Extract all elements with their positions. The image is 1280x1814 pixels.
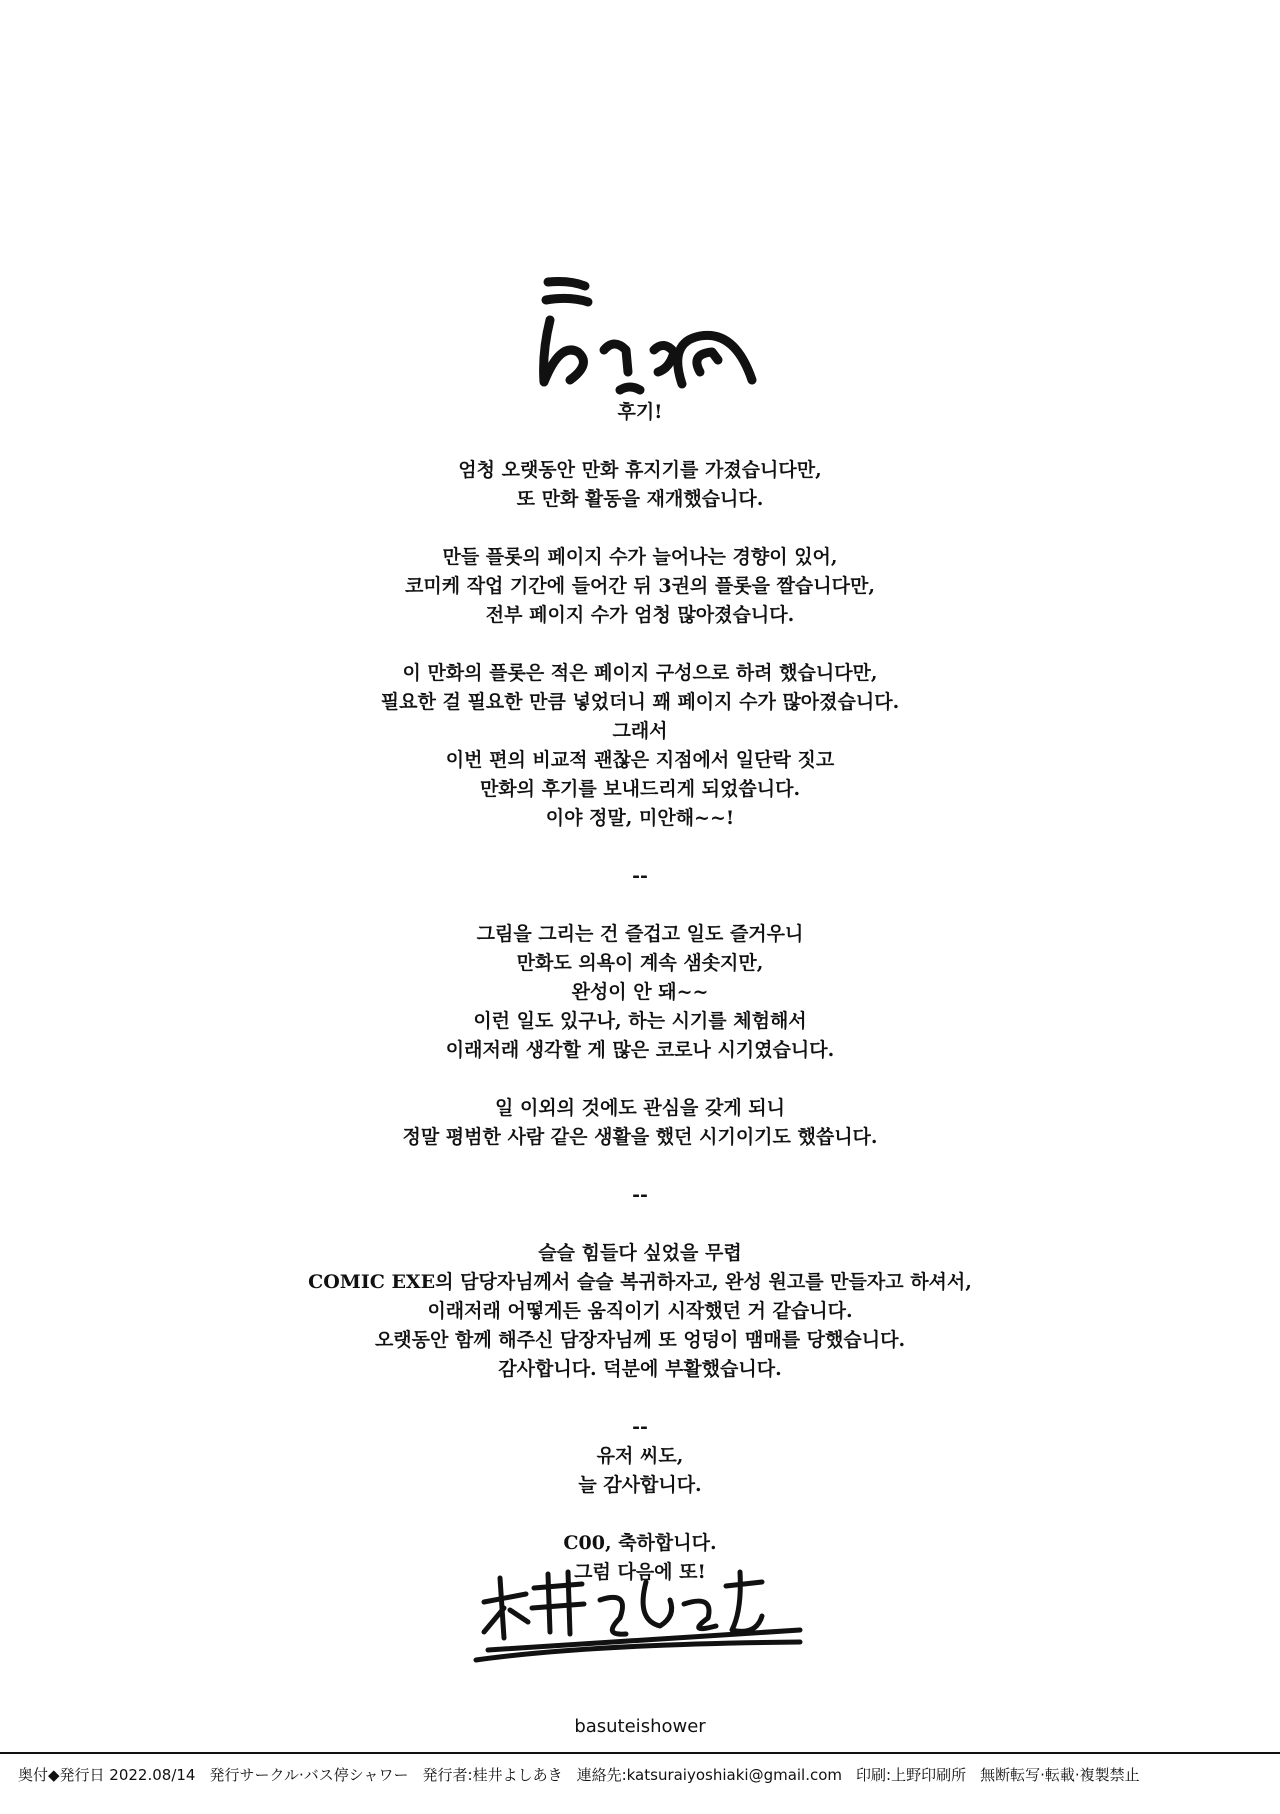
colophon-circle: 発行サークル·バス停シャワー — [209, 1766, 409, 1784]
afterword-line: 정말 평범한 사람 같은 생활을 했던 시기이기도 했씁니다. — [402, 1126, 878, 1148]
afterword-line: 만화의 후기를 보내드리게 되었씁니다. — [479, 778, 801, 800]
colophon-printer: 印刷:上野印刷所 — [856, 1766, 967, 1784]
afterword-line: 그럼 다음에 또! — [574, 1561, 706, 1583]
afterword-line: 만들 플롯의 페이지 수가 늘어나는 경향이 있어, — [442, 546, 838, 568]
afterword-line: C00, 축하합니다. — [563, 1532, 717, 1554]
afterword-line — [0, 514, 1280, 543]
colophon-notice: 無断転写·転載·複製禁止 — [980, 1766, 1140, 1784]
afterword-line: -- — [632, 1184, 648, 1206]
cat-logo-icon — [530, 272, 760, 402]
afterword-line: 후기! — [617, 401, 663, 423]
colophon-divider — [0, 1752, 1280, 1754]
afterword-line: -- — [632, 1416, 648, 1438]
afterword-line — [0, 891, 1280, 920]
afterword-line: COMIC EXE의 담당자님께서 슬슬 복귀하자고, 완성 원고를 만들자고 하셔서, — [308, 1271, 972, 1293]
afterword-line: 이번 편의 비교적 괜찮은 지점에서 일단락 짓고 — [445, 749, 835, 771]
colophon-date: 奥付◆発行日 2022.08/14 — [18, 1766, 196, 1784]
afterword-line: 이 만화의 플롯은 적은 페이지 구성으로 하려 했습니다만, — [402, 662, 878, 684]
afterword-line — [0, 1384, 1280, 1413]
afterword-line: 유저 씨도, — [596, 1445, 684, 1467]
afterword-line: 전부 페이지 수가 엄청 많아졌습니다. — [485, 604, 795, 626]
afterword-line: 이래저래 어떻게든 움직이기 시작했던 거 같습니다. — [427, 1300, 853, 1322]
afterword-line: 필요한 걸 필요한 만큼 넣었더니 꽤 페이지 수가 많아졌습니다. — [380, 691, 900, 713]
colophon-publisher: 発行者:桂井よしあき — [422, 1766, 563, 1784]
colophon-contact: 連絡先:katsuraiyoshiaki@gmail.com — [576, 1766, 843, 1784]
afterword-line: -- — [632, 865, 648, 887]
afterword-line — [0, 630, 1280, 659]
afterword-line: 늘 감사합니다. — [578, 1474, 702, 1496]
afterword-line: 감사합니다. 덕분에 부활했습니다. — [498, 1358, 782, 1380]
afterword-line — [0, 833, 1280, 862]
afterword-line: 엄청 오랫동안 만화 휴지기를 가졌습니다만, — [458, 459, 822, 481]
afterword-line: 이런 일도 있구나, 하는 시기를 체험해서 — [473, 1010, 807, 1032]
afterword-line: 슬슬 힘들다 싶었을 무렵 — [538, 1242, 742, 1264]
afterword-line: 또 만화 활동을 재개했습니다. — [516, 488, 764, 510]
afterword-line: 오랫동안 함께 해주신 담장자님께 또 엉덩이 맴매를 당했습니다. — [374, 1329, 906, 1351]
afterword-line: 이야 정말, 미안해~~! — [545, 807, 735, 829]
afterword-line — [0, 1210, 1280, 1239]
afterword-line — [0, 1065, 1280, 1094]
afterword-line — [0, 1152, 1280, 1181]
afterword-line — [0, 1500, 1280, 1529]
afterword-line: 이래저래 생각할 게 많은 코로나 시기였습니다. — [445, 1039, 835, 1061]
afterword-line: 완성이 안 돼~~ — [571, 981, 709, 1003]
colophon — [18, 1764, 1268, 1785]
credit-handle: basuteishower — [574, 1716, 706, 1737]
afterword-line — [0, 427, 1280, 456]
afterword-line: 코미케 작업 기간에 들어간 뒤 3권의 플롯을 짤습니다만, — [405, 575, 875, 597]
afterword-line: 만화도 의욕이 계속 샘솟지만, — [516, 952, 764, 974]
afterword-line: 일 이외의 것에도 관심을 갖게 되니 — [494, 1097, 786, 1119]
afterword-line: 그래서 — [612, 720, 668, 742]
signature-icon — [470, 1560, 810, 1670]
afterword-text — [0, 398, 1280, 1587]
afterword-line: 그림을 그리는 건 즐겁고 일도 즐거우니 — [476, 923, 804, 945]
